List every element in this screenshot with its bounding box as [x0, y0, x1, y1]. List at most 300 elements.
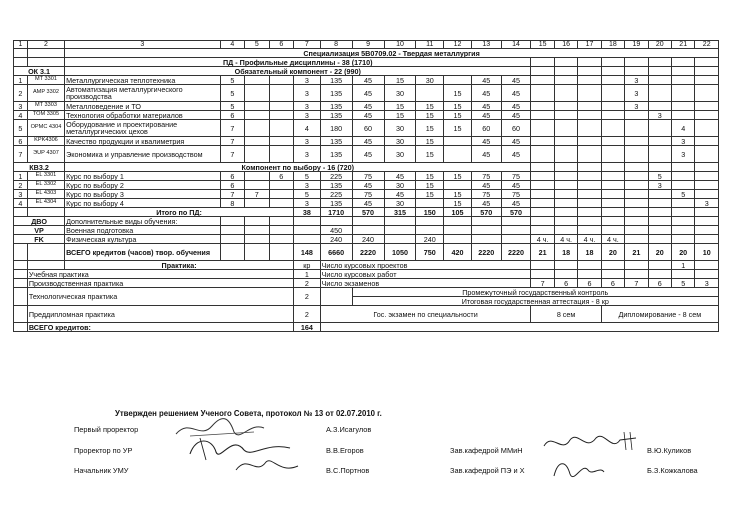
cell-col-11: 15 — [416, 102, 444, 111]
pe-head-title: Зав.кафедрой ПЭ и Х — [450, 466, 525, 475]
col-number-15: 15 — [531, 41, 554, 49]
mmin-head-title: Зав.кафедрой ММиН — [450, 446, 523, 455]
ok-course-row — [14, 120, 719, 137]
cell-col-8: 135 — [320, 76, 352, 85]
cell-col-16 — [554, 58, 577, 67]
cell-col-17 — [578, 137, 601, 146]
cell-col-19 — [625, 226, 648, 235]
cell-col-14: 2220 — [501, 244, 531, 261]
practice-item-name: Учебная практика — [27, 270, 293, 279]
cell-col-16 — [554, 181, 577, 190]
practice-item-credits: 1 — [294, 270, 321, 279]
cell-col-12 — [444, 235, 472, 244]
cell-col-15 — [531, 67, 554, 76]
cell-col-7: 3 — [294, 181, 321, 190]
cell-col-9: 45 — [352, 76, 384, 85]
cell-col-10: 15 — [384, 76, 416, 85]
cell-col-22 — [695, 172, 719, 181]
cell-col-5 — [245, 85, 269, 102]
cell-col-13: 45 — [471, 102, 501, 111]
col-number-11: 11 — [416, 41, 444, 49]
gos-exam-label: Гос. экзамен по специальности — [320, 306, 531, 323]
cell-col-9: 2220 — [352, 244, 384, 261]
cell-col-14: 570 — [501, 208, 531, 217]
cell-col-14 — [501, 226, 531, 235]
cell-col-17 — [578, 85, 601, 102]
cell-col-19 — [625, 137, 648, 146]
cell-col-20 — [648, 137, 671, 146]
cell-col-10: 30 — [384, 85, 416, 102]
cell-col-20 — [648, 226, 671, 235]
pd-title-row — [14, 58, 719, 67]
cell-col-18 — [601, 85, 624, 102]
cell-col-20 — [648, 146, 671, 163]
course-name: Оборудование и проектирование металлургических цехов — [65, 120, 220, 137]
cell-col-5 — [245, 235, 269, 244]
col-number-14: 14 — [501, 41, 531, 49]
total-pd-row — [14, 208, 719, 217]
kv-header-row — [14, 163, 719, 172]
cell-col-14: 45 — [501, 85, 531, 102]
cell-col-8: 135 — [320, 102, 352, 111]
cell-col-7: 148 — [294, 244, 321, 261]
cell-col-7: 3 — [294, 76, 321, 85]
cell-col-12: 15 — [444, 102, 472, 111]
cell-col-5 — [245, 111, 269, 120]
cell-col-18 — [601, 76, 624, 85]
cell-col-17 — [578, 58, 601, 67]
blank — [320, 288, 352, 306]
cell-col-5 — [245, 244, 269, 261]
col-number-4: 4 — [220, 41, 244, 49]
cell-col-12: 15 — [444, 85, 472, 102]
cell-col-12 — [444, 181, 472, 190]
ok-course-row — [14, 102, 719, 111]
cell-col-5 — [245, 102, 269, 111]
cell-col-22 — [695, 226, 719, 235]
ok-header-row — [14, 67, 719, 76]
cell-col-14: 45 — [501, 102, 531, 111]
cell-col-6 — [269, 76, 293, 85]
cell-col-15 — [531, 226, 554, 235]
cell-col-10: 15 — [384, 111, 416, 120]
cell-col-4: 6 — [220, 181, 244, 190]
cell-col-10: 30 — [384, 181, 416, 190]
cell-col-4 — [220, 235, 244, 244]
cell-col-9: 240 — [352, 235, 384, 244]
cell-col-11: 750 — [416, 244, 444, 261]
cell-col-17 — [578, 261, 601, 270]
total-all-row — [14, 244, 719, 261]
cell-col-9: 45 — [352, 199, 384, 208]
col-number-13: 13 — [471, 41, 501, 49]
ok-course-row — [14, 111, 719, 120]
cell-col-20 — [648, 270, 671, 279]
cell-col-22 — [695, 261, 719, 270]
cell-col-7: 3 — [294, 146, 321, 163]
cell-col-4 — [220, 217, 244, 226]
cell-col-20 — [648, 208, 671, 217]
cell-col-19 — [625, 120, 648, 137]
practice-label: Практика: — [65, 261, 294, 270]
cell-col-8 — [320, 217, 352, 226]
cell-col-19 — [625, 199, 648, 208]
row-number: 4 — [14, 199, 28, 208]
cell-col-22 — [695, 270, 719, 279]
col-number-10: 10 — [384, 41, 416, 49]
cell-col-9 — [352, 226, 384, 235]
cell-col-9: 45 — [352, 146, 384, 163]
cell-col-14 — [501, 235, 531, 244]
cell-col-12 — [444, 217, 472, 226]
cell-col-20: 20 — [648, 244, 671, 261]
cell-col-16 — [554, 208, 577, 217]
cell-col-10: 45 — [384, 190, 416, 199]
cell-col-4: 6 — [220, 111, 244, 120]
col-number-21: 21 — [671, 41, 694, 49]
ok-course-row — [14, 146, 719, 163]
cell-col-8: 450 — [320, 226, 352, 235]
cell-col-11: 15 — [416, 111, 444, 120]
cell-col-21 — [671, 163, 694, 172]
col-number-22: 22 — [695, 41, 719, 49]
course-name: Автоматизация металлургического производства — [65, 85, 220, 102]
cell-col-17 — [578, 67, 601, 76]
cell-col-22 — [695, 102, 719, 111]
cell-col-10 — [384, 235, 416, 244]
cell-col-16 — [554, 137, 577, 146]
pd-title: ПД - Профильные дисциплины - 38 (1710) — [65, 58, 531, 67]
cell-col-15 — [531, 120, 554, 137]
cell-col-12: 15 — [444, 190, 472, 199]
col-number-3: 3 — [65, 41, 220, 49]
dvo-row — [14, 217, 719, 226]
cell-col-21: 3 — [671, 146, 694, 163]
cell-col-16 — [554, 146, 577, 163]
blank — [14, 208, 28, 217]
col-number-12: 12 — [444, 41, 472, 49]
cell-col-16 — [554, 85, 577, 102]
cell-col-13: 45 — [471, 181, 501, 190]
cell-col-17 — [578, 163, 601, 172]
cell-col-7 — [294, 235, 321, 244]
cell-col-14: 75 — [501, 172, 531, 181]
cell-col-9: 45 — [352, 111, 384, 120]
cell-col-18 — [601, 208, 624, 217]
row-number: 6 — [14, 137, 28, 146]
cell-col-15 — [531, 190, 554, 199]
cell-col-21: 5 — [671, 190, 694, 199]
cell-col-7 — [294, 217, 321, 226]
cell-col-11: 15 — [416, 137, 444, 146]
row-number: 2 — [14, 181, 28, 190]
final-attestation-label: Итоговая государственная аттестация - 8 кр — [352, 297, 718, 306]
cell-col-21 — [671, 76, 694, 85]
cell-col-7: 5 — [294, 172, 321, 181]
row-number: 2 — [14, 85, 28, 102]
cell-col-6 — [269, 111, 293, 120]
cell-col-11 — [416, 217, 444, 226]
cell-col-21 — [671, 181, 694, 190]
cell-col-19 — [625, 235, 648, 244]
cell-col-5 — [245, 76, 269, 85]
cell-col-22 — [695, 85, 719, 102]
cell-col-13: 570 — [471, 208, 501, 217]
cell-col-15 — [531, 137, 554, 146]
cell-col-6 — [269, 226, 293, 235]
cell-col-11 — [416, 226, 444, 235]
cell-col-14: 75 — [501, 190, 531, 199]
first-prorector-name: А.З.Исагулов — [326, 425, 372, 434]
practice-item-credits: 2 — [294, 288, 321, 306]
diploma-label: Дипломирование - 8 сем — [601, 306, 718, 323]
cell-col-20 — [648, 199, 671, 208]
blank — [14, 323, 28, 332]
course-code: MT 3303 — [27, 102, 64, 111]
cell-col-7 — [294, 226, 321, 235]
cell-col-8: 6660 — [320, 244, 352, 261]
cell-col-6 — [269, 199, 293, 208]
cell-col-16 — [554, 120, 577, 137]
cell-col-20 — [648, 190, 671, 199]
cell-col-17 — [578, 217, 601, 226]
course-name: Курс по выбору 2 — [65, 181, 220, 190]
cell-col-22 — [695, 146, 719, 163]
practice-item-name: Преддипломная практика — [27, 306, 293, 323]
cell-col-19 — [625, 181, 648, 190]
cell-col-15 — [531, 58, 554, 67]
cell-col-5 — [245, 226, 269, 235]
cell-col-18 — [601, 163, 624, 172]
cell-col-6 — [269, 137, 293, 146]
prorector-name: В.В.Егоров — [326, 446, 364, 455]
cell-col-4: 7 — [220, 190, 244, 199]
cell-col-20: 6 — [648, 279, 671, 288]
ok-course-row — [14, 85, 719, 102]
cell-col-14: 60 — [501, 120, 531, 137]
cell-col-19: 3 — [625, 76, 648, 85]
cell-col-13 — [471, 217, 501, 226]
cell-col-22 — [695, 120, 719, 137]
cell-col-22 — [695, 217, 719, 226]
cell-col-17 — [578, 208, 601, 217]
cell-col-20: 5 — [648, 172, 671, 181]
cell-col-17: 4 ч. — [578, 235, 601, 244]
cell-col-21: 4 — [671, 120, 694, 137]
cell-col-19 — [625, 146, 648, 163]
course-code: EL 3301 — [27, 172, 64, 181]
cell-col-17 — [578, 102, 601, 111]
cell-col-15 — [531, 181, 554, 190]
cell-col-8: 135 — [320, 146, 352, 163]
cell-col-20 — [648, 163, 671, 172]
cell-col-21: 5 — [671, 279, 694, 288]
cell-col-12 — [444, 146, 472, 163]
cell-col-6 — [269, 190, 293, 199]
cell-col-6 — [269, 217, 293, 226]
cell-col-17 — [578, 181, 601, 190]
cell-col-21: 20 — [671, 244, 694, 261]
cell-col-13: 75 — [471, 190, 501, 199]
cell-col-13: 45 — [471, 137, 501, 146]
cell-col-5 — [245, 181, 269, 190]
cell-col-4 — [220, 226, 244, 235]
cell-col-21: 3 — [671, 137, 694, 146]
cell-col-16 — [554, 270, 577, 279]
cell-col-18 — [601, 102, 624, 111]
blank — [27, 208, 64, 217]
cell-col-22 — [695, 181, 719, 190]
cell-col-4: 5 — [220, 76, 244, 85]
cell-col-13: 45 — [471, 85, 501, 102]
cell-col-6 — [269, 85, 293, 102]
cell-col-14 — [501, 217, 531, 226]
cell-col-10: 315 — [384, 208, 416, 217]
cell-col-21 — [671, 172, 694, 181]
blank — [14, 261, 28, 270]
cell-col-15 — [531, 76, 554, 85]
course-code: EL 4303 — [27, 190, 64, 199]
cell-col-11: 240 — [416, 235, 444, 244]
cell-col-7: 3 — [294, 199, 321, 208]
cell-col-21 — [671, 270, 694, 279]
blank — [14, 279, 28, 288]
cell-col-15 — [531, 261, 554, 270]
cell-col-19 — [625, 270, 648, 279]
cell-col-14: 45 — [501, 199, 531, 208]
cell-col-16 — [554, 102, 577, 111]
dvo-code: ДВО — [14, 217, 65, 226]
cell-col-12 — [444, 226, 472, 235]
cell-col-22: 10 — [695, 244, 719, 261]
course-name: Экономика и управление производством — [65, 146, 220, 163]
cell-col-12: 15 — [444, 172, 472, 181]
cell-col-7: 3 — [294, 111, 321, 120]
vp-row — [14, 226, 719, 235]
cell-col-21: 1 — [671, 261, 694, 270]
col-number-6: 6 — [269, 41, 293, 49]
cell-col-4 — [220, 244, 244, 261]
column-number-row — [14, 41, 719, 49]
ok-code: ОК 3.1 — [14, 67, 65, 76]
cell-col-21 — [671, 235, 694, 244]
cell-col-8: 180 — [320, 120, 352, 137]
cell-col-6 — [269, 120, 293, 137]
cell-col-19: 7 — [625, 279, 648, 288]
cell-col-14: 45 — [501, 76, 531, 85]
total-credits-label: ВСЕГО кредитов: — [27, 323, 293, 332]
cell-col-19: 21 — [625, 244, 648, 261]
cell-col-8: 1710 — [320, 208, 352, 217]
cell-col-19 — [625, 217, 648, 226]
cell-col-10: 15 — [384, 102, 416, 111]
blank — [14, 49, 28, 58]
course-code: AMP 3302 — [27, 85, 64, 102]
cell-col-8: 135 — [320, 137, 352, 146]
cell-col-15 — [531, 163, 554, 172]
blank — [14, 270, 28, 279]
row-number: 7 — [14, 146, 28, 163]
cell-col-12: 420 — [444, 244, 472, 261]
cell-col-19 — [625, 111, 648, 120]
cell-col-22: 3 — [695, 279, 719, 288]
cell-col-8: 135 — [320, 199, 352, 208]
cell-col-13: 60 — [471, 120, 501, 137]
cell-col-10: 30 — [384, 199, 416, 208]
cell-col-11: 15 — [416, 120, 444, 137]
practice-item-name: Технологическая практика — [27, 288, 293, 306]
col-number-1: 1 — [14, 41, 28, 49]
cell-col-21 — [671, 111, 694, 120]
cell-col-10: 30 — [384, 137, 416, 146]
signature-umu — [232, 452, 302, 478]
cell-col-21 — [671, 102, 694, 111]
kv-title: Компонент по выбору - 16 (720) — [65, 163, 531, 172]
kv-course-row — [14, 199, 719, 208]
cell-col-7: 3 — [294, 102, 321, 111]
cell-col-21 — [671, 58, 694, 67]
cell-col-4: 7 — [220, 120, 244, 137]
cell-col-10: 30 — [384, 146, 416, 163]
first-prorector-title: Первый проректор — [74, 425, 139, 434]
cell-col-22 — [695, 137, 719, 146]
cell-col-8: 240 — [320, 235, 352, 244]
cell-col-17 — [578, 76, 601, 85]
cell-col-8: 135 — [320, 85, 352, 102]
cell-col-20 — [648, 235, 671, 244]
cell-col-12 — [444, 76, 472, 85]
cell-col-16 — [554, 199, 577, 208]
cell-col-16 — [554, 217, 577, 226]
col-number-17: 17 — [578, 41, 601, 49]
cell-col-18 — [601, 226, 624, 235]
cell-col-22: 3 — [695, 199, 719, 208]
cell-col-9: 75 — [352, 172, 384, 181]
practice-item-row — [14, 306, 719, 323]
cell-col-19 — [625, 67, 648, 76]
cell-col-9 — [352, 217, 384, 226]
course-name: Курс по выбору 4 — [65, 199, 220, 208]
cell-col-7: 38 — [294, 208, 321, 217]
cell-col-17 — [578, 190, 601, 199]
cell-col-19 — [625, 208, 648, 217]
cell-col-22 — [695, 190, 719, 199]
cell-col-6 — [269, 146, 293, 163]
signature-pe — [548, 456, 608, 486]
cell-col-16 — [554, 261, 577, 270]
cell-col-18 — [601, 58, 624, 67]
blank — [14, 244, 28, 261]
cell-col-10: 1050 — [384, 244, 416, 261]
cell-col-18: 6 — [601, 279, 624, 288]
cell-col-9: 45 — [352, 85, 384, 102]
total-pd-label: Итого по ПД: — [65, 208, 294, 217]
course-works-label: Число курсовых работ — [320, 270, 531, 279]
cell-col-12 — [444, 137, 472, 146]
mmin-head-name: В.Ю.Куликов — [647, 446, 692, 455]
cell-col-13: 45 — [471, 111, 501, 120]
fk-code: FK — [14, 235, 65, 244]
practice-item-row — [14, 270, 719, 279]
course-name: Металловедение и ТО — [65, 102, 220, 111]
cell-col-20 — [648, 58, 671, 67]
cell-col-7: 3 — [294, 137, 321, 146]
cell-col-5 — [245, 217, 269, 226]
cell-col-14: 45 — [501, 181, 531, 190]
cell-col-12: 15 — [444, 111, 472, 120]
cell-col-10 — [384, 217, 416, 226]
cell-col-19 — [625, 163, 648, 172]
